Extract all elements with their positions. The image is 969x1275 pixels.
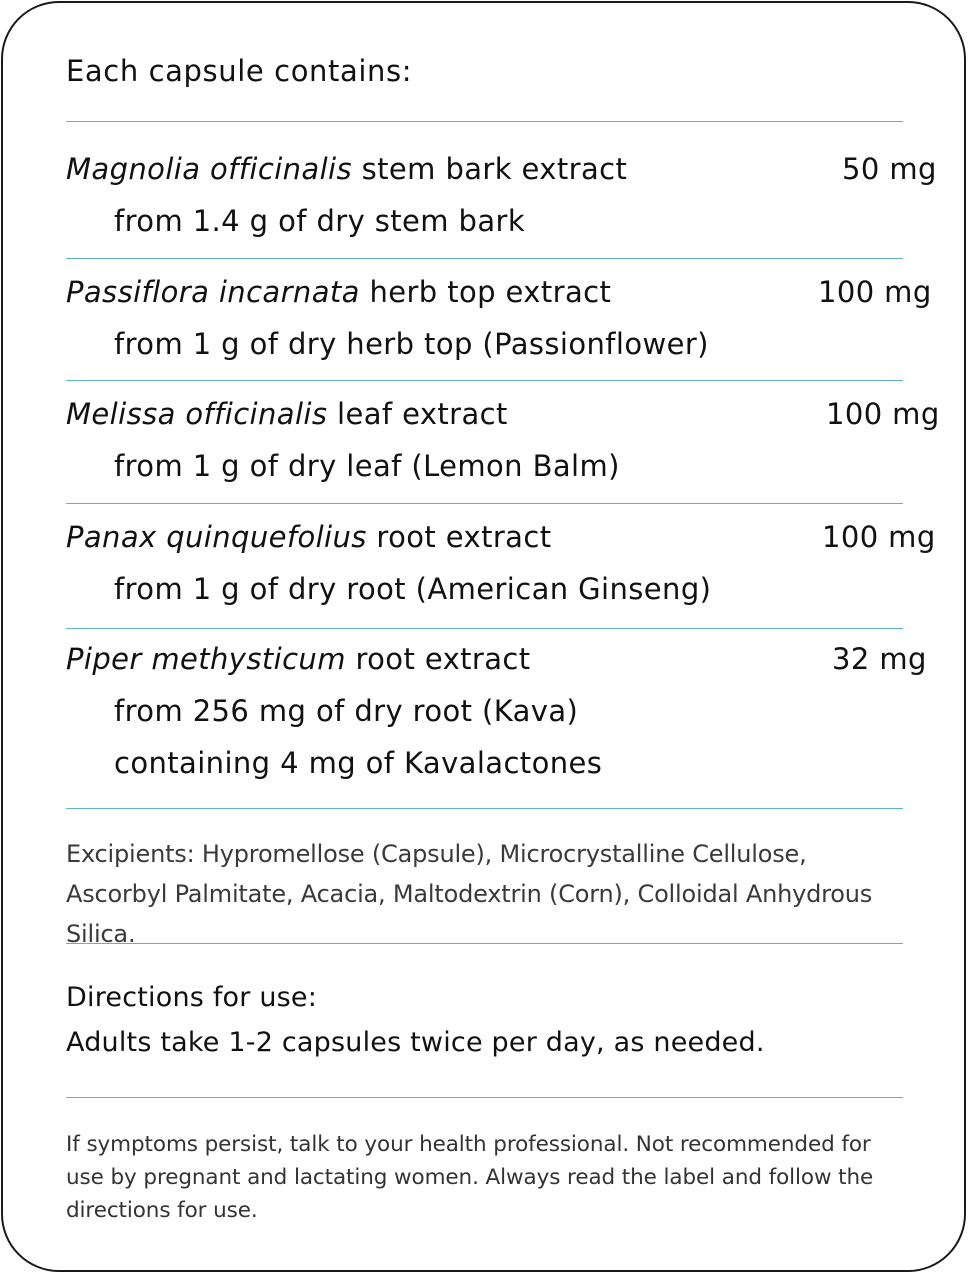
divider <box>66 943 903 944</box>
ingredient-part: root extract <box>366 520 552 554</box>
ingredient-name <box>66 397 508 431</box>
ingredient-detail: from 1.4 g of dry stem bark <box>114 204 526 238</box>
ingredient-part: leaf extract <box>327 397 508 431</box>
ingredient-part: stem bark extract <box>352 152 628 186</box>
divider <box>66 808 903 809</box>
ingredient-amount: 100 mg <box>826 397 940 431</box>
panel-title: Each capsule contains: <box>66 54 413 88</box>
ingredient-part: herb top extract <box>359 275 612 309</box>
divider <box>66 380 903 381</box>
ingredient-amount: 32 mg <box>832 642 927 676</box>
ingredient-detail: from 256 mg of dry root (Kava) <box>114 694 579 728</box>
ingredient-detail: containing 4 mg of Kavalactones <box>114 746 603 780</box>
divider <box>66 503 903 504</box>
directions-text: Adults take 1-2 capsules twice per day, as needed. <box>66 1027 765 1058</box>
ingredient-name <box>66 152 627 186</box>
latin-name: Piper methysticum <box>66 642 346 676</box>
divider <box>66 1097 903 1098</box>
ingredient-amount: 100 mg <box>818 275 932 309</box>
warning-text: If symptoms persist, talk to your health professional. Not recommended for use by pregnant and lactating women. Always read the label and follow the directions for use. <box>66 1132 874 1223</box>
latin-name: Magnolia officinalis <box>66 152 353 186</box>
directions-heading: Directions for use: <box>66 982 318 1013</box>
ingredient-detail: from 1 g of dry herb top (Passionflower) <box>114 327 709 361</box>
label-panel <box>1 1 966 1272</box>
divider <box>66 258 903 259</box>
ingredient-detail: from 1 g of dry root (American Ginseng) <box>114 572 712 606</box>
excipients-text: Excipients: Hypromellose (Capsule), Microcrystalline Cellulose, Ascorbyl Palmitate, Acacia, Maltodextrin (Corn), Colloidal Anhydrous Silica. <box>66 840 873 948</box>
ingredient-part: root extract <box>345 642 531 676</box>
ingredient-name <box>66 275 611 309</box>
ingredient-detail: from 1 g of dry leaf (Lemon Balm) <box>114 449 620 483</box>
latin-name: Passiflora incarnata <box>66 275 360 309</box>
latin-name: Melissa officinalis <box>66 397 328 431</box>
latin-name: Panax quinquefolius <box>66 520 367 554</box>
divider <box>66 121 903 122</box>
ingredient-amount: 100 mg <box>822 520 936 554</box>
ingredient-name <box>66 520 551 554</box>
ingredient-amount: 50 mg <box>842 152 937 186</box>
ingredient-name <box>66 642 531 676</box>
divider <box>66 628 903 629</box>
